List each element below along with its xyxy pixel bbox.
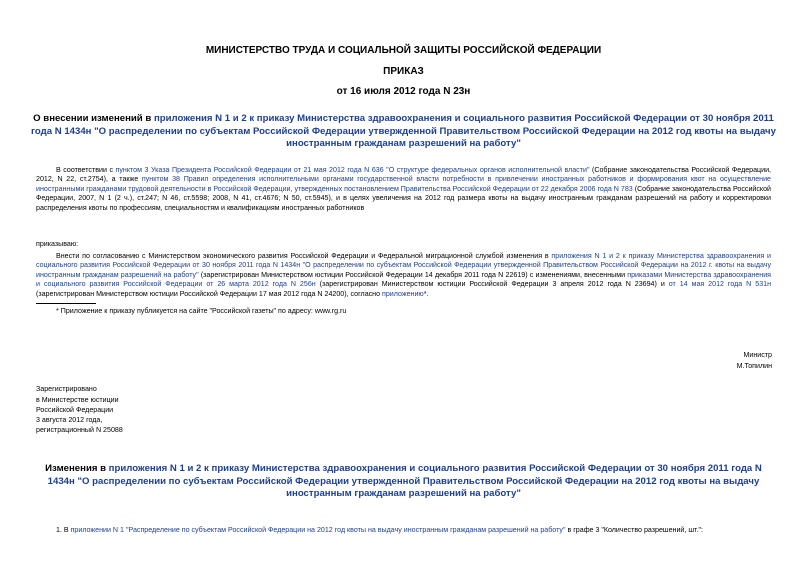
directive-text-3: (зарегистрирован Министерством юстиции Российской Федерации 3 апреля 2012 года N 23694) и	[315, 280, 669, 289]
order-title	[28, 113, 779, 151]
footnote-divider	[36, 303, 96, 304]
changes-title-link[interactable]: приложения N 1 и 2 к приказу Министерства здравоохранения и социального развития Российской Федерации от 30 ноября 2011 года N 1434н "О распределении по субъектам Российской Федерации утвержденной Правительством Российской Федерации на 2012 год квоты на выдачу иностранным гражданам разрешений на работу"	[47, 463, 762, 499]
item-1-text-1: 1. В	[56, 526, 71, 534]
preamble-text-2: (Собрание законодательства Российской Федерации, 2012, N 22, ст.2754), а также	[36, 166, 772, 184]
appendix-link[interactable]: приложению	[382, 289, 424, 298]
preamble-text-3: (Собрание законодательства Российской Федерации, 2007, N 1 (2 ч.), ст.247; N 46, ст.5598; 2008, N 41, ст.4676; N 50, ст.5945), и в целях увеличения на 2012 год размера квоты на выдачу иностранным гражданам разрешений на работу и корректировки распределения квоты по профессиям, специальностям и квалификациям иностранных работников	[36, 184, 772, 212]
preamble-paragraph	[36, 166, 771, 213]
item-1-text-2: в графе 3 "Количество разрешений, шт.":	[565, 526, 703, 534]
registration-line-3: Российской Федерации	[36, 406, 114, 414]
signature-position: Министр	[743, 351, 772, 359]
signature-name: М.Топилин	[736, 362, 772, 370]
directive-text-4: (зарегистрирован Министерством юстиции Российской Федерации 17 мая 2012 года N 24200), согласно	[36, 289, 383, 298]
changes-title	[32, 463, 775, 501]
rules-link[interactable]: пунктом 38 Правил определения исполнительными органами государственной власти потребности в привлечении иностранных работников и формирования квот на осуществление иностранными гражданами трудовой деятельности в Российской Федерации, утвержденных постановлением Правительства Российской Федерации от 22 декабря 2006 года N 783	[36, 175, 771, 193]
title-link[interactable]: приложения N 1 и 2 к приказу Министерства здравоохранения и социального развития Российской Федерации от 30 ноября 2011 года N 1434н "О распределении по субъектам Российской Федерации утвержденной Правительством Российской Федерации на 2012 год квоты на выдачу иностранным гражданам разрешений на работу"	[31, 113, 776, 149]
order-531n-link[interactable]: от 14 мая 2012 года N 531н	[668, 280, 771, 289]
registration-line-1: Зарегистрировано	[36, 385, 97, 393]
order-word: приказываю:	[36, 240, 79, 248]
appendices-link[interactable]: приложения N 1 и 2 к приказу Министерства здравоохранения и социального развития Российской Федерации от 30 ноября 2011 года N 1434н "О распределении по субъектам Российской Федерации утвержденной Правительством Российской Федерации на 2012 г. квоты на выдачу иностранным гражданам разрешений на работу"	[36, 252, 771, 279]
decree-link[interactable]: пунктом 3 Указа Президента Российской Федерации от 21 мая 2012 года N 636 "О структуре федеральных органов исполнительной власти"	[115, 166, 590, 174]
directive-text-1: Внести по согласованию с Министерством экономического развития Российской Федерации и Федеральной миграционной службой изменения в	[56, 252, 552, 260]
registration-line-4: 3 августа 2012 года,	[36, 416, 103, 424]
appendix-1-link[interactable]: приложении N 1 "Распределение по субъектам Российской Федерации на 2012 год квоты на выдачу иностранным гражданам разрешений на работу"	[70, 526, 566, 534]
registration-line-5: регистрационный N 25088	[36, 426, 123, 434]
doc-type-heading: ПРИКАЗ	[383, 66, 424, 77]
directive-paragraph	[36, 252, 771, 299]
orders-256n-link[interactable]: приказами Министерства здравоохранения и социального развития Российской Федерации от 26 марта 2012 года N 256н	[36, 270, 771, 289]
directive-text-5: *.	[423, 289, 429, 298]
order-title-prefix: О внесении изменений в	[33, 113, 154, 124]
directive-text-2: (зарегистрирован Министерством юстиции Российской Федерации 14 декабря 2011 года N 22619) с изменениями, внесенными	[198, 270, 628, 279]
order-date: от 16 июля 2012 года N 23н	[336, 86, 471, 97]
item-1-paragraph	[36, 526, 771, 535]
registration-line-2: в Министерстве юстиции	[36, 396, 119, 404]
footnote: * Приложение к приказу публикуется на сайте "Российской газеты" по адресу: www.rg.ru	[56, 307, 347, 315]
preamble-text-1: В соответствии с	[56, 166, 116, 174]
changes-title-prefix: Изменения в	[45, 463, 109, 474]
ministry-heading: МИНИСТЕРСТВО ТРУДА И СОЦИАЛЬНОЙ ЗАЩИТЫ РОССИЙСКОЙ ФЕДЕРАЦИИ	[205, 45, 602, 56]
